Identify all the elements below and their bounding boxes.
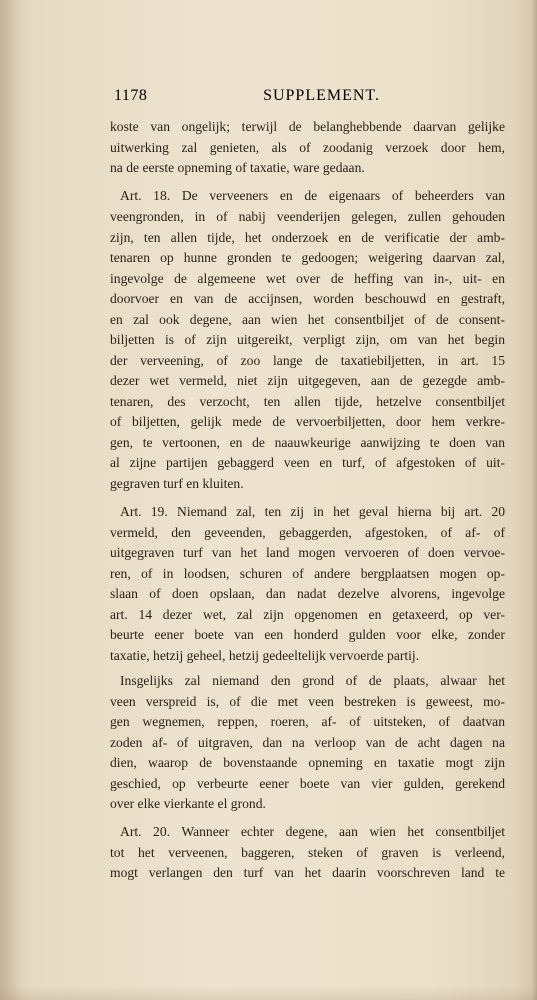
text-line: Art. 19. Niemand zal, ten zij in het geval hierna bij art. 20 xyxy=(120,504,505,519)
text-line: Art. 18. De verveeners en de eigenaars of beheerders van xyxy=(120,188,505,203)
text-line: ingevolge de algemeene wet over de heffing van in-, uit- en xyxy=(110,271,505,286)
text-line: vermeld, den geveenden, gebaggerden, afgestoken, of af- of xyxy=(110,525,505,540)
running-title: SUPPLEMENT. xyxy=(263,87,380,104)
text-line: slaan of doen opslaan, dan nadat dezelve alvorens, ingevolge xyxy=(110,586,505,601)
text-line: biljetten is of zijn uitgereikt, verpligt zijn, om van het begin xyxy=(110,332,505,347)
text-line: zoden af- of uitgraven, dan na verloop van de acht dagen na xyxy=(110,735,505,750)
text-line: gen, te vertoonen, en de naauwkeurige aanwijzing te doen van xyxy=(110,435,505,450)
text-line: veengronden, in of nabij veenderijen gelegen, zullen gehouden xyxy=(110,209,505,224)
text-line: dezer wet vermeld, niet zijn uitgegeven, aan de gezegde amb- xyxy=(110,373,505,388)
page-bottom-shadow xyxy=(0,986,537,1000)
text-line: of biljetten, gelijk mede de vervoerbiljetten, door hem verkre- xyxy=(110,414,505,429)
text-line: tot het verveenen, baggeren, steken of graven is verleend, xyxy=(110,845,505,860)
text-line: gen wegnemen, reppen, roeren, af- of uitsteken, of daatvan xyxy=(110,714,505,729)
text-line: na de eerste opneming of taxatie, ware gedaan. xyxy=(110,160,365,175)
text-line: art. 14 dezer wet, zal zijn opgenomen en getaxeerd, op ver- xyxy=(110,607,505,622)
text-line: mogt verlangen den turf van het daarin voorschreven land te xyxy=(110,865,505,880)
text-line: uitwerking zal genieten, als of zoodanig verzoek door hem, xyxy=(110,140,505,155)
text-line: geschied, op verbeurte eener boete van vier gulden, gerekend xyxy=(110,776,505,791)
text-line: Insgelijks zal niemand den grond of de plaats, alwaar het xyxy=(120,673,505,688)
text-line: doorvoer en van de accijnsen, worden beschouwd en gestraft, xyxy=(110,291,505,306)
page-number: 1178 xyxy=(114,87,148,104)
text-line: uitgegraven turf van het land mogen vervoeren of doen vervoe- xyxy=(110,545,505,560)
text-line: veen verspreid is, of die met veen bestreken is geweest, mo- xyxy=(110,694,505,709)
text-line: zijn, ten allen tijde, het onderzoek en de verificatie der amb- xyxy=(110,230,505,245)
page-gutter-shadow xyxy=(0,0,20,1000)
text-line: over elke vierkante el grond. xyxy=(110,796,266,811)
running-header xyxy=(114,87,380,111)
text-line: tenaren op hunne gronden te gedoogen; weigering daarvan zal, xyxy=(110,250,505,265)
text-line: ren, of in loodsen, schuren of andere bergplaatsen mogen op- xyxy=(110,566,505,581)
text-line: en zal ook degene, aan wien het consentbiljet of de consent- xyxy=(110,312,505,327)
text-line: taxatie, hetzij geheel, hetzij gedeeltelijk vervoerde partij. xyxy=(110,648,420,663)
text-line: beurte eener boete van een honderd gulden voor elke, zonder xyxy=(110,627,505,642)
text-line: dien, waarop de bovenstaande opneming en taxatie mogt zijn xyxy=(110,755,505,770)
text-line: gegraven turf en kluiten. xyxy=(110,476,244,491)
text-line: tenaren, des verzocht, ten allen tijde, hetzelve consentbiljet xyxy=(110,394,505,409)
text-line: koste van ongelijk; terwijl de belanghebbende daarvan gelijke xyxy=(110,119,505,134)
page-edge xyxy=(531,0,537,1000)
text-line: al zijne partijen gebaggerd veen en turf, of afgestoken of uit- xyxy=(110,455,505,470)
text-line: Art. 20. Wanneer echter degene, aan wien het consentbiljet xyxy=(120,824,505,839)
text-line: der verveening, of zoo lange de taxatiebiljetten, in art. 15 xyxy=(110,353,505,368)
